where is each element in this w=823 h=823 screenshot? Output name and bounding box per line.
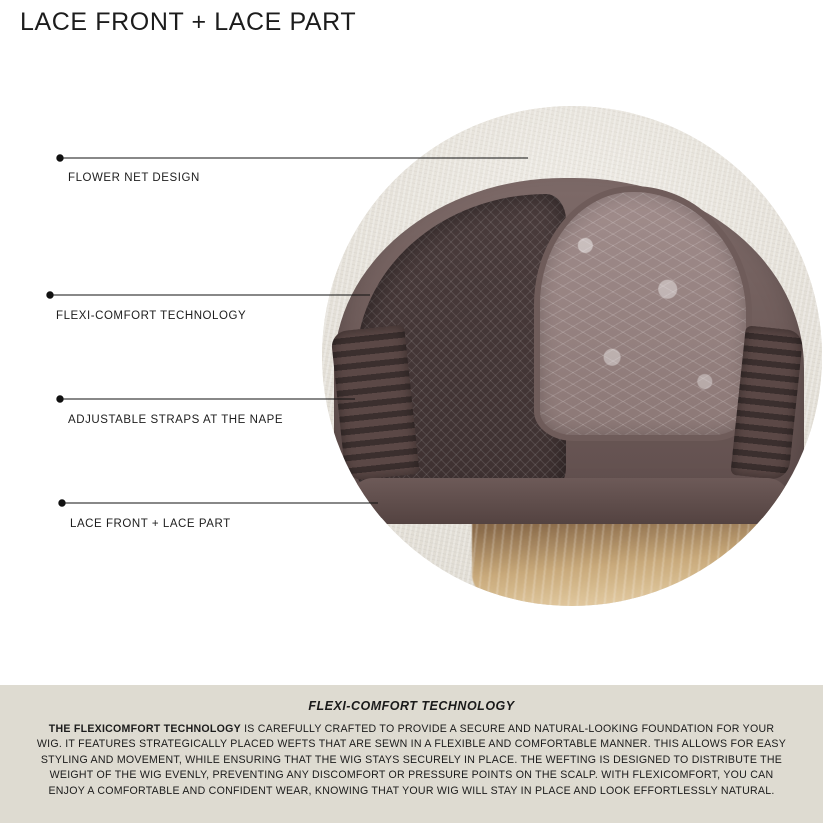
callout-dot xyxy=(57,155,63,161)
info-lead: THE FLEXICOMFORT TECHNOLOGY xyxy=(48,723,241,735)
wig-cap-illustration xyxy=(0,62,823,682)
callout-dot xyxy=(47,292,53,298)
info-text: IS CAREFULLY CRAFTED TO PROVIDE A SECURE AND NATURAL-LOOKING FOUNDATION FOR YOUR WIG. IT FEATURES STRATEGICALLY PLACED WEFTS THAT ARE SEWN IN A FLEXIBLE AND COMFORTABLE MANNER. THIS ALLOWS FOR EASY STYLING AND MOVEMENT, WHILE ENSURING THAT THE WIG STAYS SECURELY IN PLACE. THE WEFTING IS DESIGNED TO DISTRIBUTE THE WEIGHT OF THE WIG EVENLY, PREVENTING ANY DISCOMFORT OR PRESSURE POINTS ON THE SCALP. WITH FLEXICOMFORT, YOU CAN ENJOY A COMFORTABLE AND CONFIDENT WEAR, KNOWING THAT YOUR WIG WILL STAY IN PLACE AND LOOK EFFORTLESSLY NATURAL. xyxy=(36,723,787,797)
info-panel xyxy=(0,685,823,823)
callout-dot xyxy=(57,396,63,402)
callout-label-flexi-comfort: FLEXI-COMFORT TECHNOLOGY xyxy=(56,310,247,322)
callout-dot xyxy=(59,500,65,506)
flower-net-lace-panel xyxy=(534,186,752,441)
callout-label-lace-front: LACE FRONT + LACE PART xyxy=(70,518,231,530)
weft-strips-left xyxy=(330,325,419,482)
nape-band xyxy=(350,478,790,524)
info-heading: FLEXI-COMFORT TECHNOLOGY xyxy=(308,699,515,713)
callout-label-flower-net: FLOWER NET DESIGN xyxy=(68,172,200,184)
callout-label-adjustable-straps: ADJUSTABLE STRAPS AT THE NAPE xyxy=(68,414,284,426)
info-body xyxy=(36,722,787,799)
page-title: LACE FRONT + LACE PART xyxy=(20,8,357,36)
wig-cap-photo xyxy=(322,106,822,606)
